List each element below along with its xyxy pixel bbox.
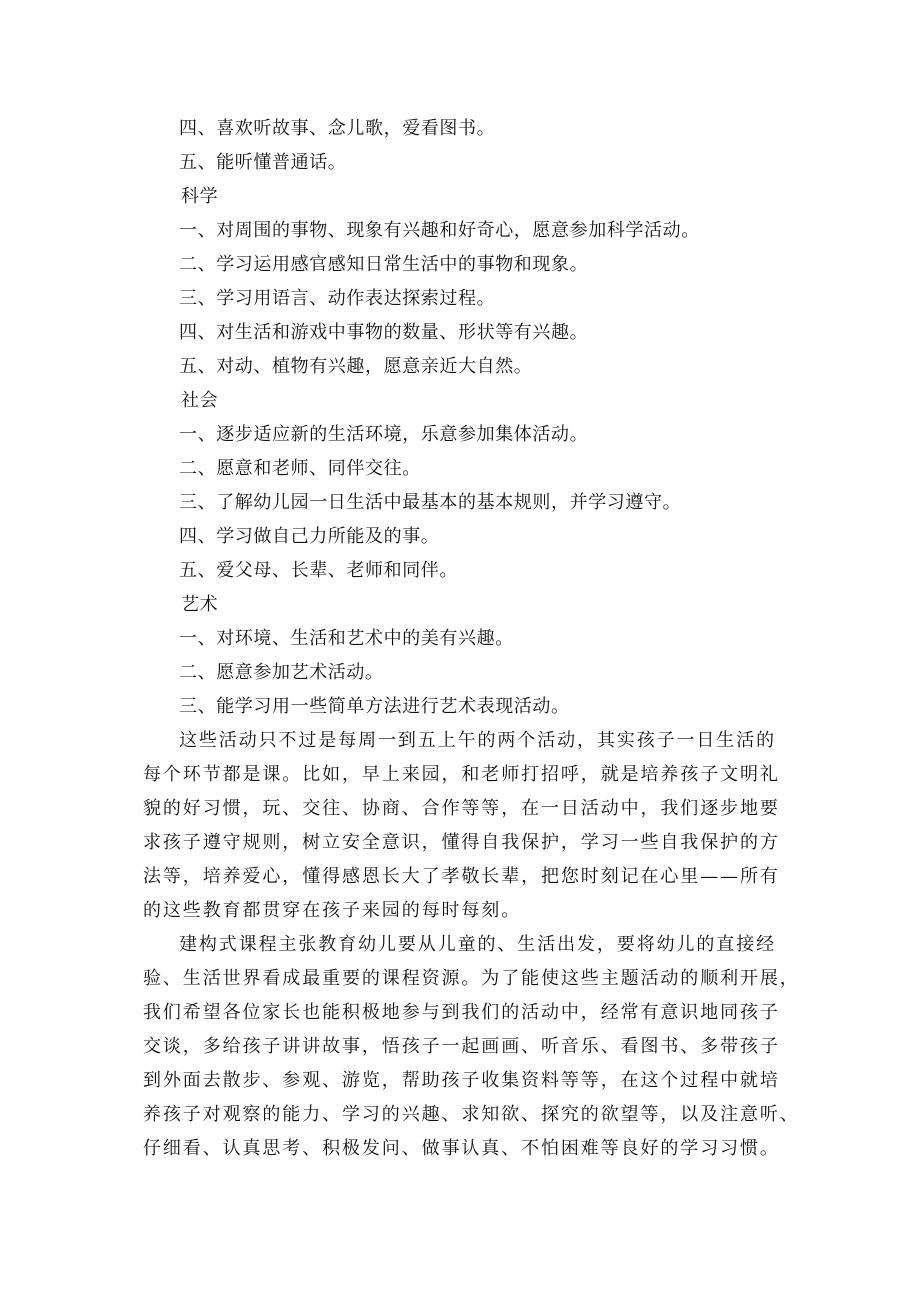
art-heading: 艺术	[181, 594, 219, 615]
science-goal-2: 二、学习运用感官感知日常生活中的事物和现象。	[179, 254, 589, 275]
art-goal-1: 一、对环境、生活和艺术中的美有兴趣。	[179, 628, 514, 649]
paragraph-line: 貌的好习惯，玩、交往、协商、合作等等，在一日活动中，我们逐步地要	[143, 798, 780, 819]
society-goal-4: 四、学习做自己力所能及的事。	[179, 526, 440, 547]
society-goal-3: 三、了解幼儿园一日生活中最基本的基本规则，并学习遵守。	[179, 492, 682, 513]
art-goal-2: 二、愿意参加艺术活动。	[179, 662, 384, 683]
science-goal-4: 四、对生活和游戏中事物的数量、形状等有兴趣。	[179, 322, 589, 343]
science-goal-5: 五、对动、植物有兴趣，愿意亲近大自然。	[179, 356, 533, 377]
science-heading: 科学	[181, 186, 219, 207]
paragraph-line: 这些活动只不过是每周一到五上午的两个活动，其实孩子一日生活的	[179, 730, 776, 751]
paragraph-line: 验、生活世界看成最重要的课程资源。为了能使这些主题活动的顺利开展，	[143, 968, 800, 989]
paragraph-line: 交谈，多给孩子讲讲故事，悟孩子一起画画、听音乐、看图书、多带孩子	[143, 1036, 780, 1057]
society-goal-2: 二、愿意和老师、同伴交往。	[179, 458, 421, 479]
science-goal-3: 三、学习用语言、动作表达探索过程。	[179, 288, 496, 309]
paragraph-line: 到外面去散步、参观、游览，帮助孩子收集资料等等，在这个过程中就培	[143, 1070, 780, 1091]
science-goal-1: 一、对周围的事物、现象有兴趣和好奇心，愿意参加科学活动。	[179, 220, 700, 241]
paragraph-line: 每个环节都是课。比如，早上来园，和老师打招呼，就是培养孩子文明礼	[143, 764, 780, 785]
language-goal-5: 五、能听懂普通话。	[179, 152, 347, 173]
paragraph-line: 建构式课程主张教育幼儿要从儿童的、生活出发，要将幼儿的直接经	[179, 934, 776, 955]
language-goal-4: 四、喜欢听故事、念儿歌，爱看图书。	[179, 118, 496, 139]
society-goal-5: 五、爱父母、长辈、老师和同伴。	[179, 560, 458, 581]
paragraph-line: 养孩子对观察的能力、学习的兴趣、求知欲、探究的欲望等，以及注意听、	[143, 1104, 800, 1125]
paragraph-line: 的这些教育都贯穿在孩子来园的每时每刻。	[143, 900, 522, 921]
paragraph-line: 仔细看、认真思考、积极发问、做事认真、不怕困难等良好的学习习惯。	[143, 1138, 780, 1159]
paragraph-line: 我们希望各位家长也能积极地参与到我们的活动中，经常有意识地同孩子	[143, 1002, 780, 1023]
society-heading: 社会	[181, 390, 219, 411]
paragraph-line: 法等，培养爱心，懂得感恩长大了孝敬长辈，把您时刻记在心里——所有	[143, 866, 780, 887]
paragraph-line: 求孩子遵守规则，树立安全意识，懂得自我保护，学习一些自我保护的方	[143, 832, 780, 853]
society-goal-1: 一、逐步适应新的生活环境，乐意参加集体活动。	[179, 424, 589, 445]
art-goal-3: 三、能学习用一些简单方法进行艺术表现活动。	[179, 696, 570, 717]
